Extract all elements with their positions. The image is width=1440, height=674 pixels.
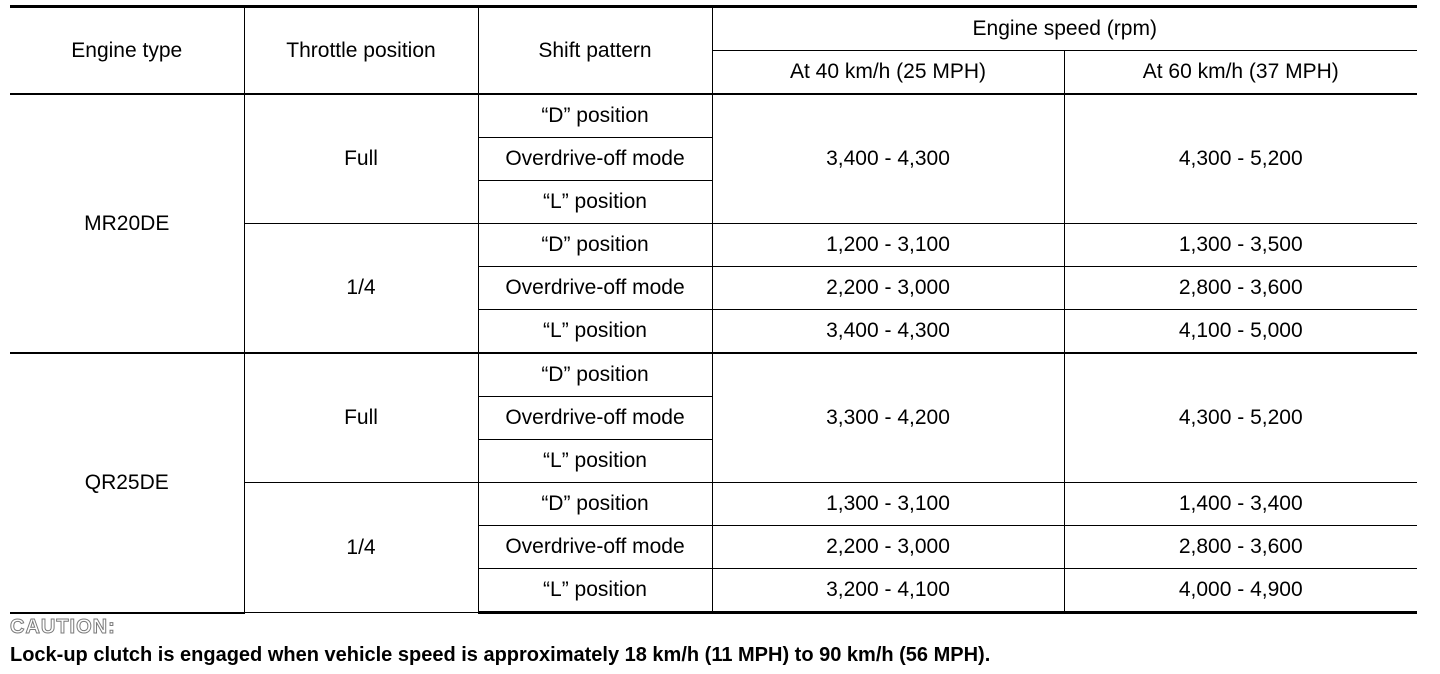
shift-pattern-cell: “D” position xyxy=(478,353,712,397)
shift-pattern-cell: “L” position xyxy=(478,181,712,224)
shift-pattern-cell: “L” position xyxy=(478,310,712,354)
engine-speed-table xyxy=(10,5,1417,614)
shift-pattern-cell: Overdrive-off mode xyxy=(478,526,712,569)
speed-40-cell: 1,200 - 3,100 xyxy=(712,224,1064,267)
header-at-40: At 40 km/h (25 MPH) xyxy=(712,51,1064,95)
shift-pattern-cell: “D” position xyxy=(478,483,712,526)
speed-40-cell: 3,200 - 4,100 xyxy=(712,569,1064,613)
speed-40-cell: 1,300 - 3,100 xyxy=(712,483,1064,526)
speed-40-cell: 3,400 - 4,300 xyxy=(712,94,1064,224)
speed-60-cell: 4,300 - 5,200 xyxy=(1064,94,1417,224)
speed-60-cell: 4,100 - 5,000 xyxy=(1064,310,1417,354)
header-throttle-position: Throttle position xyxy=(244,7,478,95)
caution-label: CAUTION: xyxy=(10,616,116,638)
shift-pattern-cell: “D” position xyxy=(478,224,712,267)
shift-pattern-cell: Overdrive-off mode xyxy=(478,138,712,181)
throttle-cell: 1/4 xyxy=(244,483,478,613)
shift-pattern-cell: Overdrive-off mode xyxy=(478,267,712,310)
speed-60-cell: 2,800 - 3,600 xyxy=(1064,267,1417,310)
speed-60-cell: 2,800 - 3,600 xyxy=(1064,526,1417,569)
throttle-cell: Full xyxy=(244,94,478,224)
header-engine-type: Engine type xyxy=(10,7,244,95)
throttle-cell: Full xyxy=(244,353,478,483)
engine-type-cell: QR25DE xyxy=(10,353,244,613)
caution-text: Lock-up clutch is engaged when vehicle speed is approximately 18 km/h (11 MPH) to 90 km/h (56 MPH). xyxy=(10,644,991,666)
speed-60-cell: 4,000 - 4,900 xyxy=(1064,569,1417,613)
shift-pattern-cell: “L” position xyxy=(478,569,712,613)
shift-pattern-cell: “D” position xyxy=(478,94,712,138)
speed-40-cell: 2,200 - 3,000 xyxy=(712,526,1064,569)
speed-40-cell: 3,400 - 4,300 xyxy=(712,310,1064,354)
shift-pattern-cell: Overdrive-off mode xyxy=(478,397,712,440)
header-engine-speed: Engine speed (rpm) xyxy=(712,7,1417,51)
table-row xyxy=(10,94,1417,138)
table-row xyxy=(10,353,1417,397)
header-row xyxy=(10,7,1417,51)
header-shift-pattern: Shift pattern xyxy=(478,7,712,95)
shift-pattern-cell: “L” position xyxy=(478,440,712,483)
speed-40-cell: 2,200 - 3,000 xyxy=(712,267,1064,310)
throttle-cell: 1/4 xyxy=(244,224,478,354)
speed-60-cell: 4,300 - 5,200 xyxy=(1064,353,1417,483)
speed-40-cell: 3,300 - 4,200 xyxy=(712,353,1064,483)
speed-60-cell: 1,400 - 3,400 xyxy=(1064,483,1417,526)
engine-type-cell: MR20DE xyxy=(10,94,244,353)
header-at-60: At 60 km/h (37 MPH) xyxy=(1064,51,1417,95)
speed-60-cell: 1,300 - 3,500 xyxy=(1064,224,1417,267)
